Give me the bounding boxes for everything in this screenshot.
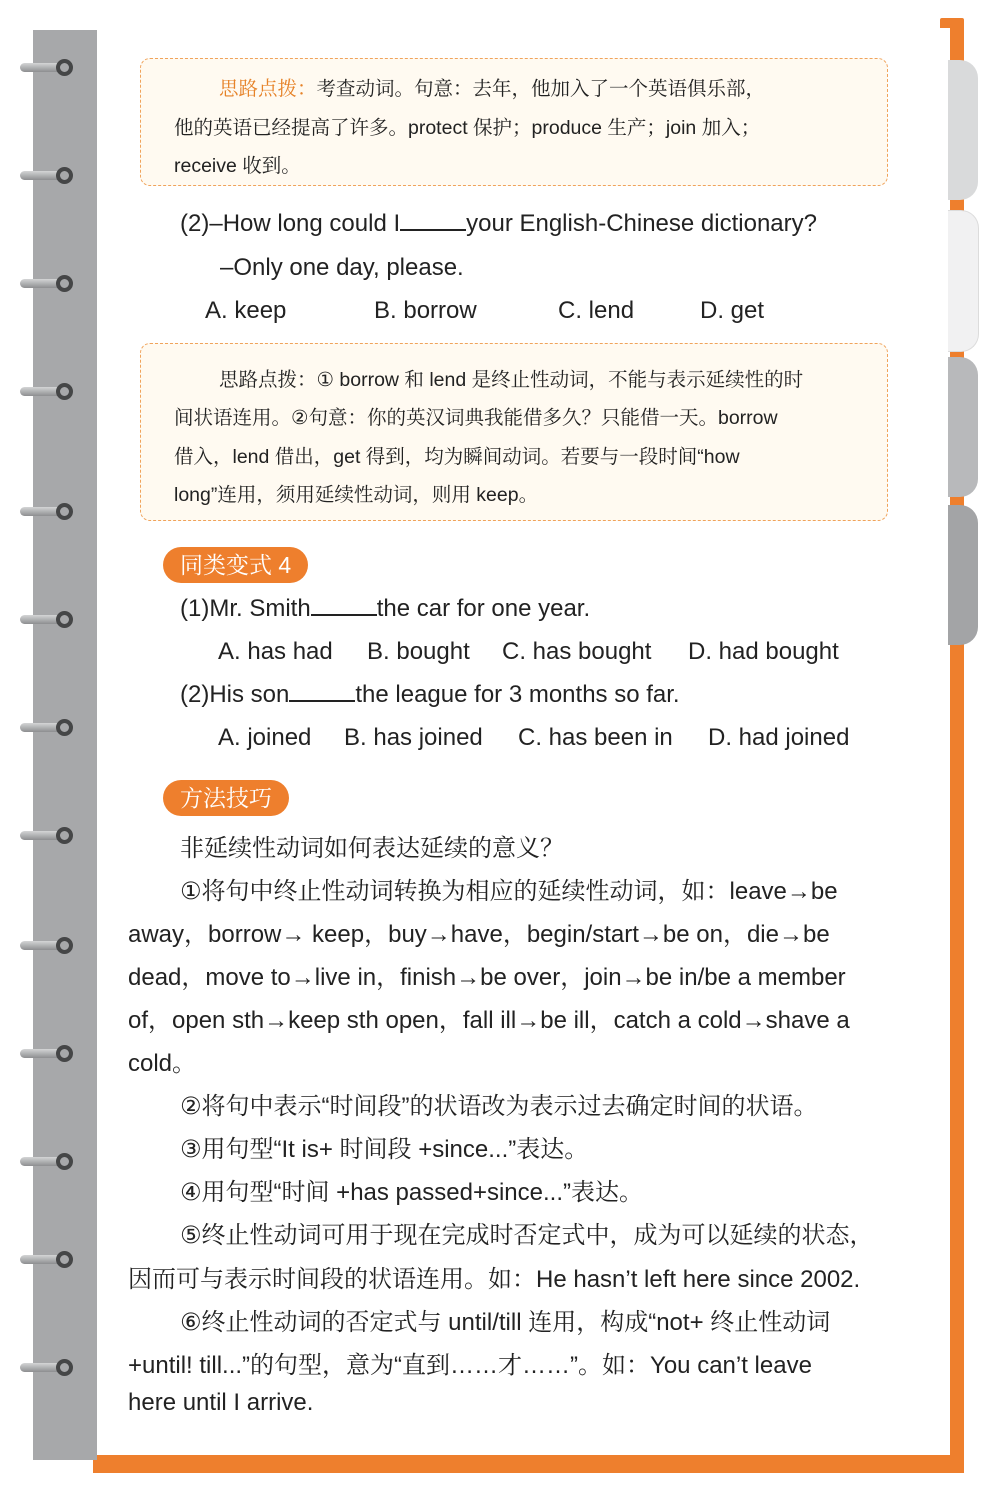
- variant-question-2: (2)His son the league for 3 months so far.: [180, 681, 680, 708]
- section-tab-4[interactable]: [948, 505, 978, 645]
- section-tab-1[interactable]: [948, 60, 978, 200]
- option-b[interactable]: B. has joined: [344, 724, 483, 751]
- hint-box-2: [140, 343, 888, 521]
- question-2-line-2: –Only one day, please.: [220, 254, 464, 281]
- option-d[interactable]: D. had joined: [708, 724, 850, 751]
- binder-ring-icon: [20, 383, 72, 401]
- method-line: cold。: [128, 1050, 197, 1077]
- hint-1-line-3: receive 收到。: [174, 155, 301, 177]
- hint-2-line-3: 借入，lend 借出，get 得到，均为瞬间动词。若要与一段时间“how: [174, 446, 740, 468]
- section-tab-2[interactable]: [948, 210, 979, 352]
- method-line: here until I arrive.: [128, 1389, 314, 1416]
- section-tab-3[interactable]: [948, 357, 978, 497]
- option-d[interactable]: D. get: [700, 297, 765, 324]
- hint-1-line-1: 思路点拨：考查动词。句意：去年，他加入了一个英语俱乐部，: [219, 78, 766, 100]
- hint-label: 思路点拨：: [219, 78, 317, 100]
- method-line: ⑥终止性动词的否定式与 until/till 连用，构成“not+ 终止性动词: [180, 1309, 831, 1336]
- binder-ring-icon: [20, 1251, 72, 1269]
- answer-blank[interactable]: [289, 682, 355, 702]
- hint-1-line-2: 他的英语已经提高了许多。protect 保护；produce 生产；join 加入；: [174, 117, 761, 139]
- hint-2-line-1: 思路点拨：① borrow 和 lend 是终止性动词，不能与表示延续性的时: [219, 369, 804, 391]
- answer-blank[interactable]: [311, 596, 377, 616]
- method-line: ③用句型“It is+ 时间段 +since...”表达。: [180, 1136, 589, 1163]
- binder-ring-icon: [20, 719, 72, 737]
- option-b[interactable]: B. borrow: [374, 297, 477, 324]
- binder-ring-icon: [20, 827, 72, 845]
- binder-spine: [33, 30, 97, 1460]
- method-line: 非延续性动词如何表达延续的意义？: [180, 835, 564, 862]
- option-a[interactable]: A. has had: [218, 638, 333, 665]
- answer-blank[interactable]: [400, 211, 466, 231]
- method-line: of，open sth→keep sth open，fall ill→be ill，catch a cold→shave a: [128, 1007, 850, 1034]
- method-badge: 方法技巧: [163, 780, 289, 816]
- binder-ring-icon: [20, 1045, 72, 1063]
- method-line: +until! till...”的句型，意为“直到……才……”。如：You can’t leave: [128, 1352, 812, 1379]
- binder-ring-icon: [20, 167, 72, 185]
- hint-box-1: [140, 58, 888, 186]
- option-c[interactable]: C. has bought: [502, 638, 652, 665]
- hint-2-line-4: long”连用，须用延续性动词，则用 keep。: [174, 484, 539, 506]
- binder-ring-icon: [20, 275, 72, 293]
- option-b[interactable]: B. bought: [367, 638, 470, 665]
- hint-2-line-2: 间状语连用。②句意：你的英汉词典我能借多久？只能借一天。borrow: [174, 407, 778, 429]
- method-line: away，borrow→ keep，buy→have，begin/start→be on，die→be: [128, 921, 830, 948]
- binder-ring-icon: [20, 611, 72, 629]
- page-border-bottom: [93, 1455, 964, 1473]
- option-c[interactable]: C. has been in: [518, 724, 673, 751]
- variant-badge: 同类变式 4: [163, 547, 308, 583]
- option-a[interactable]: A. keep: [205, 297, 287, 324]
- option-c[interactable]: C. lend: [558, 297, 635, 324]
- question-2-line-1: (2)–How long could I your English-Chinese dictionary?: [180, 210, 817, 237]
- option-a[interactable]: A. joined: [218, 724, 312, 751]
- method-line: ②将句中表示“时间段”的状语改为表示过去确定时间的状语。: [180, 1093, 818, 1120]
- binder-ring-icon: [20, 503, 72, 521]
- variant-question-1: (1)Mr. Smith the car for one year.: [180, 595, 591, 622]
- binder-ring-icon: [20, 1359, 72, 1377]
- method-line: dead，move to→live in，finish→be over，join→be in/be a member: [128, 964, 846, 991]
- binder-ring-icon: [20, 1153, 72, 1171]
- method-line: ⑤终止性动词可用于现在完成时否定式中，成为可以延续的状态，: [180, 1222, 874, 1249]
- method-line: 因而可与表示时间段的状语连用。如：He hasn’t left here since 2002.: [128, 1266, 861, 1293]
- method-line: ①将句中终止性动词转换为相应的延续性动词，如：leave→be: [180, 878, 838, 905]
- method-line: ④用句型“时间 +has passed+since...”表达。: [180, 1179, 643, 1206]
- option-d[interactable]: D. had bought: [688, 638, 839, 665]
- binder-ring-icon: [20, 59, 72, 77]
- binder-ring-icon: [20, 937, 72, 955]
